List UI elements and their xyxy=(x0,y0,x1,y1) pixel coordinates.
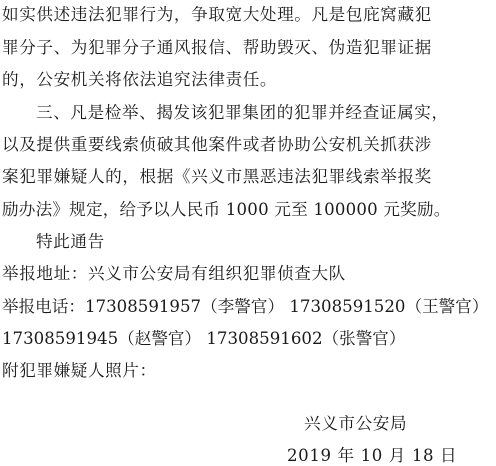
notice-closing: 特此通告 xyxy=(36,232,105,251)
suspect-photo-caption: 附犯罪嫌疑人照片： xyxy=(2,361,157,380)
report-phone-line-2: 17308591945（赵警官） 17308591602（张警官） xyxy=(2,329,406,348)
body-text-line: 的，公安机关将依法追究法律责任。 xyxy=(2,70,278,89)
body-text-line: 案犯罪嫌疑人的，根据《兴义市黑恶违法犯罪线索举报奖 xyxy=(2,167,432,186)
report-phone-line-1: 举报电话：17308591957（李警官） 17308591520（王警官） xyxy=(2,297,489,316)
body-text-line: 罪分子、为犯罪分子通风报信、帮助毁灭、伪造犯罪证据 xyxy=(2,38,432,57)
report-address: 举报地址：兴义市公安局有组织犯罪侦查大队 xyxy=(2,264,346,283)
body-text-line: 以及提供重要线索侦破其他案件或者协助公安机关抓获涉 xyxy=(2,135,432,154)
reward-amount-line: 励办法》规定，给予以人民币 1000 元至 100000 元奖励。 xyxy=(2,200,451,219)
issuer-name: 兴义市公安局 xyxy=(304,414,408,433)
paragraph-three-start: 三、凡是检举、揭发该犯罪集团的犯罪并经查证属实， xyxy=(36,103,449,122)
body-text-line: 如实供述违法犯罪行为，争取宽大处理。凡是包庇窝藏犯 xyxy=(2,5,432,24)
issue-date: 2019 年 10 月 18 日 xyxy=(287,446,458,465)
